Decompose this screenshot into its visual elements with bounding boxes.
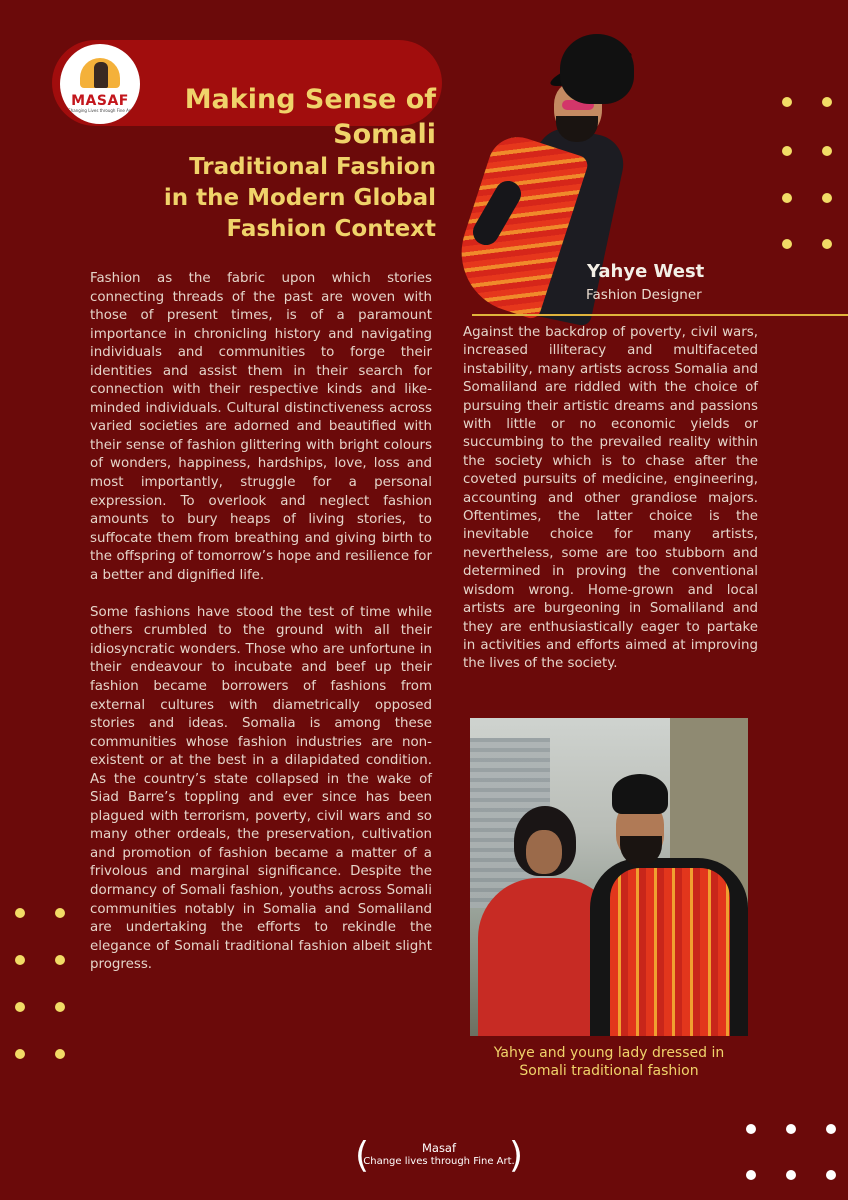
- title-line-1: Making Sense of: [184, 84, 436, 115]
- decor-dot: [826, 1170, 836, 1180]
- decor-dot: [782, 97, 792, 107]
- decor-dot: [55, 955, 65, 965]
- logo-tagline: Changing Lives through Fine Art: [67, 107, 133, 113]
- decor-dot: [786, 1124, 796, 1134]
- decor-dot: [782, 193, 792, 203]
- footer-slogan: Change lives through Fine Art.: [363, 1156, 515, 1167]
- photo-caption: [470, 1044, 748, 1080]
- title-line-3: Traditional Fashion: [189, 154, 436, 180]
- decor-dot: [822, 193, 832, 203]
- fashion-photo: [470, 718, 748, 1036]
- decor-dot: [782, 239, 792, 249]
- article-paragraph-3: Against the backdrop of poverty, civil wars, increased illiteracy and multifaceted instability, many artists across Somalia and Somaliland are riddled with the choice of pursuing their artistic dreams and passions with little or no economic yields or succumbing to the prevailed reality within the society which is to chase after the coveted pursuits of medicine, engineering, accounting and other grandiose majors. Oftentimes, the latter choice is the inevitable choice for many artists, nevertheless, some are too stubborn and determined in proving the conventional wisdom wrong. Home-grown and local artists are burgeoning in Somaliland and they are enthusiastically eager to partake in activities and efforts aimed at improving the lives of the society.: [463, 325, 758, 672]
- designer-role: Fashion Designer: [586, 287, 702, 303]
- title-line-2: Somali: [333, 119, 436, 150]
- painter-logo-icon: [76, 56, 124, 92]
- decor-dot: [822, 146, 832, 156]
- footer-branding: [355, 1135, 523, 1177]
- decor-dot: [822, 239, 832, 249]
- designer-name: Yahye West: [587, 261, 705, 282]
- article-paragraph-2: Some fashions have stood the test of time while others crumbled to the ground with all their idiosyncratic wonders. Those who are unfortune in their endeavour to incubate and beef up their fashion became borrowers of fashions from external cultures with diametrically opposed stories and ideas. Somalia is among these communities whose fashion industries are non-existent or at the best in a dilapidated condition. As the country’s state collapsed in the wake of Siad Barre’s toppling and ever since has been plagued with terrorism, poverty, civil wars and so many other ordeals, the preservation, cultivation and promotion of fashion became a matter of a frivolous and marginal significance. Despite the dormancy of Somali fashion, youths across Somali communities notably in Somalia and Somaliland are undertaking the efforts to rekindle the elegance of Somali traditional fashion albeit slight progress.: [90, 604, 432, 973]
- decor-dot: [15, 1002, 25, 1012]
- decor-dot: [786, 1170, 796, 1180]
- decor-dot: [15, 955, 25, 965]
- title-line-4: in the Modern Global: [163, 185, 436, 211]
- section-divider: [472, 314, 848, 316]
- left-article-column: [90, 270, 432, 993]
- decor-dot: [782, 146, 792, 156]
- masaf-logo: [60, 44, 140, 124]
- logo-brand: MASAF: [71, 92, 129, 109]
- decor-dot: [746, 1124, 756, 1134]
- article-paragraph-1: Fashion as the fabric upon which stories connecting threads of the past are woven with those of present times, is of a paramount importance in chronicling history and navigating individuals and communities to forge their identities and assist them in their search for connection with their respective kinds and like-minded individuals. Cultural distinctiveness across varied societies are adorned and beautified with their sense of fashion glittering with bright colours of wonders, happiness, hardships, love, loss and most importantly, struggle for a personal expression. To overlook and neglect fashion amounts to bury heaps of living stories, to suffocate them from breathing and giving birth to the offspring of tomorrow’s hope and resilience for a better and dignified life.: [90, 271, 432, 583]
- title-line-5: Fashion Context: [226, 216, 436, 242]
- footer-right-paren: ): [508, 1135, 523, 1176]
- decor-dot: [55, 1049, 65, 1059]
- right-article-column: [463, 324, 758, 674]
- decor-dot: [15, 908, 25, 918]
- decor-dot: [55, 908, 65, 918]
- decor-dot: [746, 1170, 756, 1180]
- footer-left-paren: (: [355, 1135, 370, 1176]
- decor-dot: [826, 1124, 836, 1134]
- page-title: [164, 82, 436, 245]
- photo-caption-line-2: Somali traditional fashion: [519, 1063, 699, 1079]
- photo-caption-line-1: Yahye and young lady dressed in: [493, 1045, 725, 1061]
- footer-brand: Masaf: [421, 1141, 457, 1155]
- decor-dot: [55, 1002, 65, 1012]
- decor-dot: [822, 97, 832, 107]
- decor-dot: [15, 1049, 25, 1059]
